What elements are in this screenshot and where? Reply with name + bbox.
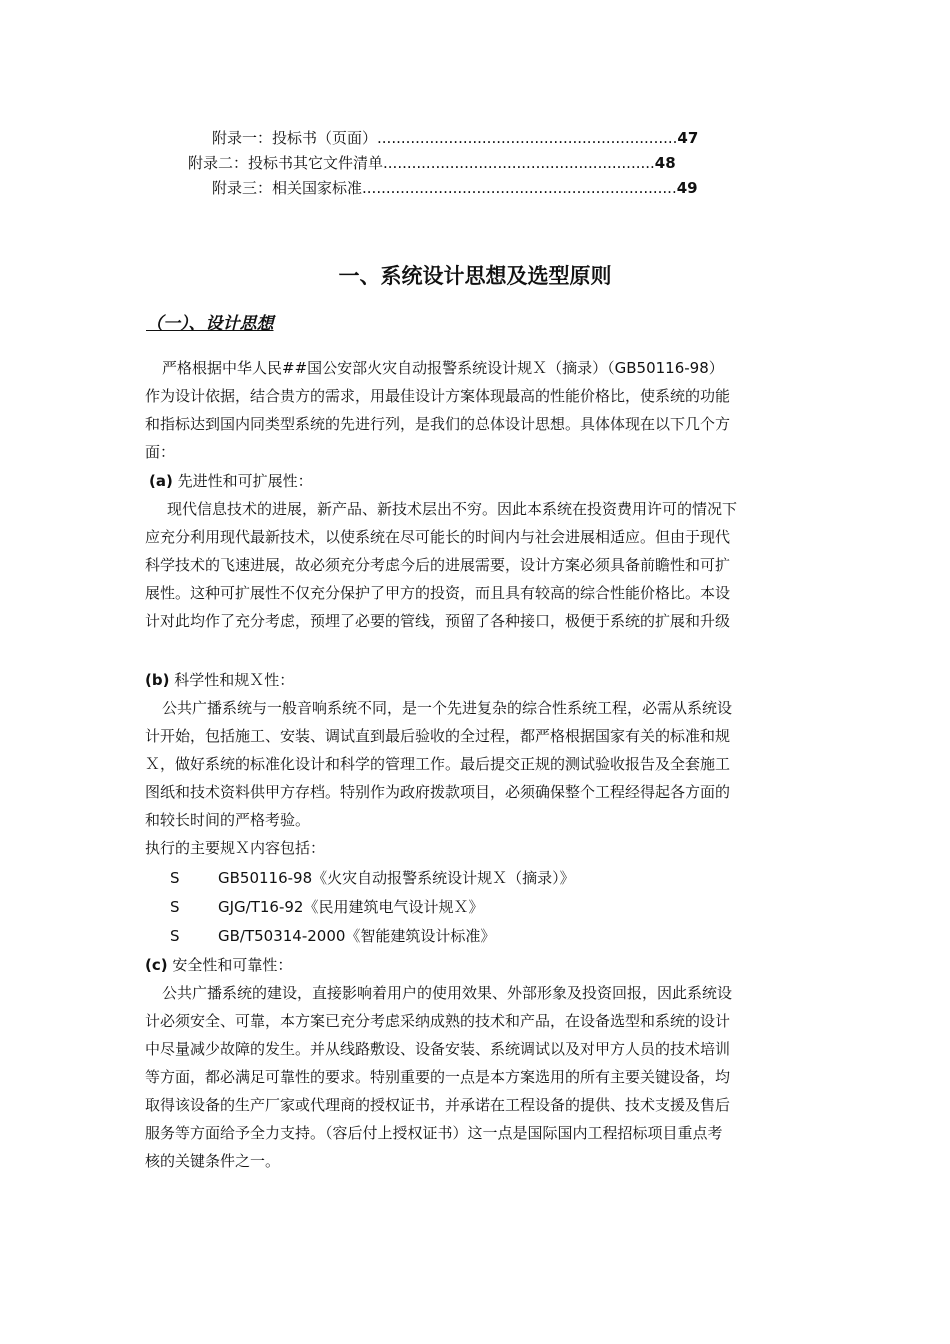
toc-page: 47 xyxy=(677,129,699,147)
chapter-title: 一、系统设计思想及选型原则 xyxy=(338,264,612,288)
bullet-marker: S xyxy=(170,869,180,887)
toc-page: 49 xyxy=(676,179,698,197)
list-item-text: GB50116-98《火灾自动报警系统设计规Ｘ（摘录）》 xyxy=(218,869,575,887)
paragraph-line: 中尽量减少故障的发生。并从线路敷设、设备安装、系统调试以及对甲方人员的技术培训 xyxy=(145,1040,731,1058)
paragraph-line: 等方面，都必满足可靠性的要求。特别重要的一点是本方案选用的所有主要关键设备，均 xyxy=(145,1068,731,1086)
paragraph-line: 计开始，包括施工、安装、调试直到最后验收的全过程，都严格根据国家有关的标准和规 xyxy=(145,727,731,745)
paragraph-line: 服务等方面给予全力支持。（容后付上授权证书）这一点是国际国内工程招标项目重点考 xyxy=(145,1124,723,1142)
paragraph-line: 公共广播系统的建设，直接影响着用户的使用效果、外部形象及投资回报，因此系统设 xyxy=(162,984,733,1002)
list-intro: 执行的主要规Ｘ内容包括： xyxy=(145,839,326,857)
list-item xyxy=(170,926,770,948)
toc-entry[interactable] xyxy=(212,128,698,148)
section-title: （一）、设计思想 xyxy=(146,314,274,334)
toc-leader: ......................................................... xyxy=(383,154,655,172)
paragraph-line: 面： xyxy=(145,443,176,461)
subsection-marker: (c) xyxy=(145,956,168,974)
toc-entry[interactable] xyxy=(212,178,698,198)
subsection-marker: (a) xyxy=(149,472,173,490)
subsection-title: 安全性和可靠性： xyxy=(172,956,293,974)
list-item xyxy=(170,897,770,919)
paragraph-line: 和较长时间的严格考验。 xyxy=(145,811,311,829)
toc-page: 48 xyxy=(654,154,676,172)
toc-leader: ............................................................... xyxy=(377,129,678,147)
toc-label: 附录一：投标书（页面） xyxy=(212,129,378,147)
toc-label: 附录二：投标书其它文件清单 xyxy=(188,154,384,172)
paragraph-line: 计对此均作了充分考虑，预埋了必要的管线，预留了各种接口，极便于系统的扩展和升级 xyxy=(145,612,731,630)
paragraph-line: 科学技术的飞速进展，故必须充分考虑今后的进展需要，设计方案必须具备前瞻性和可扩 xyxy=(145,556,731,574)
subsection-heading-a xyxy=(149,471,814,493)
paragraph-line: 现代信息技术的进展，新产品、新技术层出不穷。因此本系统在投资费用许可的情况下 xyxy=(167,500,738,518)
paragraph-line: 取得该设备的生产厂家或代理商的授权证书，并承诺在工程设备的提供、技术支援及售后 xyxy=(145,1096,731,1114)
subsection-heading-b xyxy=(145,670,810,692)
paragraph-line: Ｘ，做好系统的标准化设计和科学的管理工作。最后提交正规的测试验收报告及全套施工 xyxy=(145,755,731,773)
paragraph-line: 核的关键条件之一。 xyxy=(145,1152,281,1170)
bullet-marker: S xyxy=(170,898,180,916)
paragraph-line: 图纸和技术资料供甲方存档。特别作为政府拨款项目，必须确保整个工程经得起各方面的 xyxy=(145,783,731,801)
list-item xyxy=(170,868,770,890)
subsection-title: 先进性和可扩展性： xyxy=(177,472,313,490)
subsection-heading-c xyxy=(145,955,810,977)
toc-entry[interactable] xyxy=(188,153,676,173)
list-item-text: GJG/T16-92《民用建筑电气设计规Ｘ》 xyxy=(218,898,484,916)
toc-label: 附录三：相关国家标准 xyxy=(212,179,363,197)
bullet-marker: S xyxy=(170,927,180,945)
subsection-title: 科学性和规Ｘ性： xyxy=(174,671,295,689)
paragraph-line: 应充分利用现代最新技术，以使系统在尽可能长的时间内与社会进展相适应。但由于现代 xyxy=(145,528,731,546)
paragraph-line: 展性。这种可扩展性不仅充分保护了甲方的投资，而且具有较高的综合性能价格比。本设 xyxy=(145,584,731,602)
paragraph-line: 计必须安全、可靠，本方案已充分考虑采纳成熟的技术和产品，在设备选型和系统的设计 xyxy=(145,1012,731,1030)
toc-leader: .................................................................. xyxy=(362,179,677,197)
paragraph-line: 公共广播系统与一般音响系统不同，是一个先进复杂的综合性系统工程，必需从系统设 xyxy=(162,699,733,717)
paragraph-line: 严格根据中华人民##国公安部火灾自动报警系统设计规Ｘ（摘录）（GB50116-98） xyxy=(162,359,724,377)
subsection-marker: (b) xyxy=(145,671,170,689)
paragraph-line: 作为设计依据，结合贵方的需求，用最佳设计方案体现最高的性能价格比，使系统的功能 xyxy=(145,387,731,405)
paragraph-line: 和指标达到国内同类型系统的先进行列，是我们的总体设计思想。具体体现在以下几个方 xyxy=(145,415,731,433)
list-item-text: GB/T50314-2000《智能建筑设计标准》 xyxy=(218,927,496,945)
